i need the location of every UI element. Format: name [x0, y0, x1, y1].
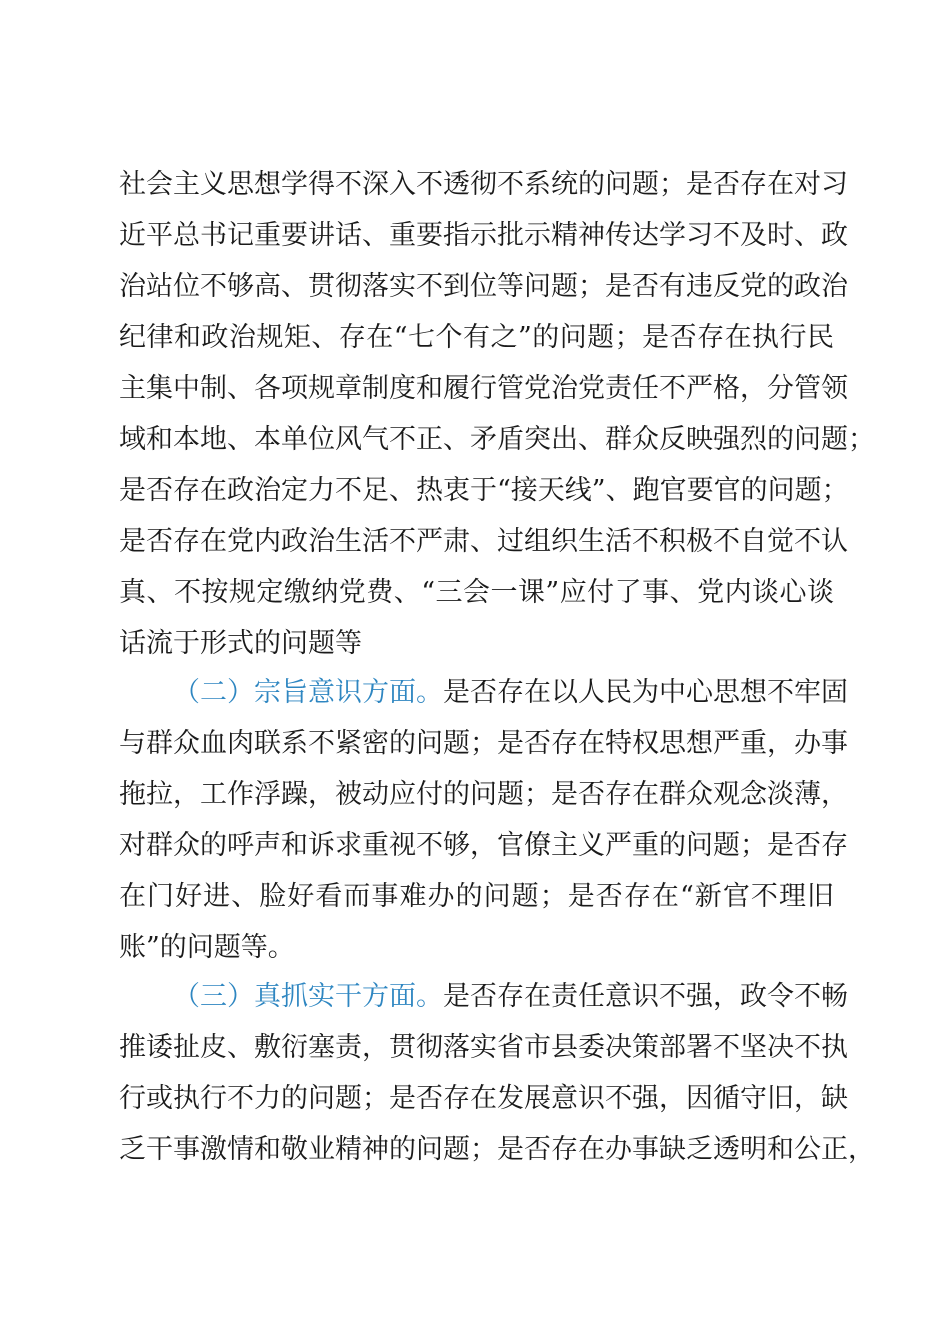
- paragraph-3-line: 行或执行不力的问题；是否存在发展意识不强，因循守旧，缺: [119, 1083, 848, 1114]
- paragraph-3-first-line: [173, 973, 848, 1021]
- paragraph-2-first-line: [173, 669, 848, 717]
- paragraph-1-line: 主集中制、各项规章制度和履行管党治党责任不严格，分管领: [119, 373, 848, 404]
- paragraph-2-line: 拖拉，工作浮躁，被动应付的问题；是否存在群众观念淡薄，: [119, 779, 848, 810]
- paragraph-1-line: 近平总书记重要讲话、重要指示批示精神传达学习不及时、政: [119, 220, 848, 251]
- paragraph-1-line: 真、不按规定缴纳党费、“三会一课”应付了事、党内谈心谈: [119, 577, 834, 608]
- paragraph-3-line: 推诿扯皮、敷衍塞责，贯彻落实省市县委决策部署不坚决不执: [119, 1032, 848, 1063]
- paragraph-3-first-text: 是否存在责任意识不强，政令不畅: [443, 981, 848, 1012]
- paragraph-2-line: 账”的问题等。: [119, 932, 295, 963]
- section-heading-2: （二）宗旨意识方面。: [173, 677, 443, 708]
- paragraph-1-line: 是否存在党内政治生活不严肃、过组织生活不积极不自觉不认: [119, 526, 848, 557]
- paragraph-1-line: 纪律和政治规矩、存在“七个有之”的问题；是否存在执行民: [119, 322, 834, 353]
- paragraph-2-line: 对群众的呼声和诉求重视不够，官僚主义严重的问题；是否存: [119, 830, 848, 861]
- paragraph-1-line: 域和本地、本单位风气不正、矛盾突出、群众反映强烈的问题；: [119, 424, 875, 455]
- paragraph-3-line: 乏干事激情和敬业精神的问题；是否存在办事缺乏透明和公正，: [119, 1134, 875, 1165]
- paragraph-1-line: 社会主义思想学得不深入不透彻不系统的问题；是否存在对习: [119, 169, 848, 200]
- paragraph-1-line: 治站位不够高、贯彻落实不到位等问题；是否有违反党的政治: [119, 271, 848, 302]
- section-heading-3: （三）真抓实干方面。: [173, 981, 443, 1012]
- paragraph-1-line: 是否存在政治定力不足、热衷于“接天线”、跑官要官的问题；: [119, 475, 849, 506]
- paragraph-2-first-text: 是否存在以人民为中心思想不牢固: [443, 677, 848, 708]
- paragraph-2-line: 与群众血肉联系不紧密的问题；是否存在特权思想严重，办事: [119, 728, 848, 759]
- paragraph-2-line: 在门好进、脸好看而事难办的问题；是否存在“新官不理旧: [119, 881, 834, 912]
- paragraph-1-line: 话流于形式的问题等: [119, 628, 362, 659]
